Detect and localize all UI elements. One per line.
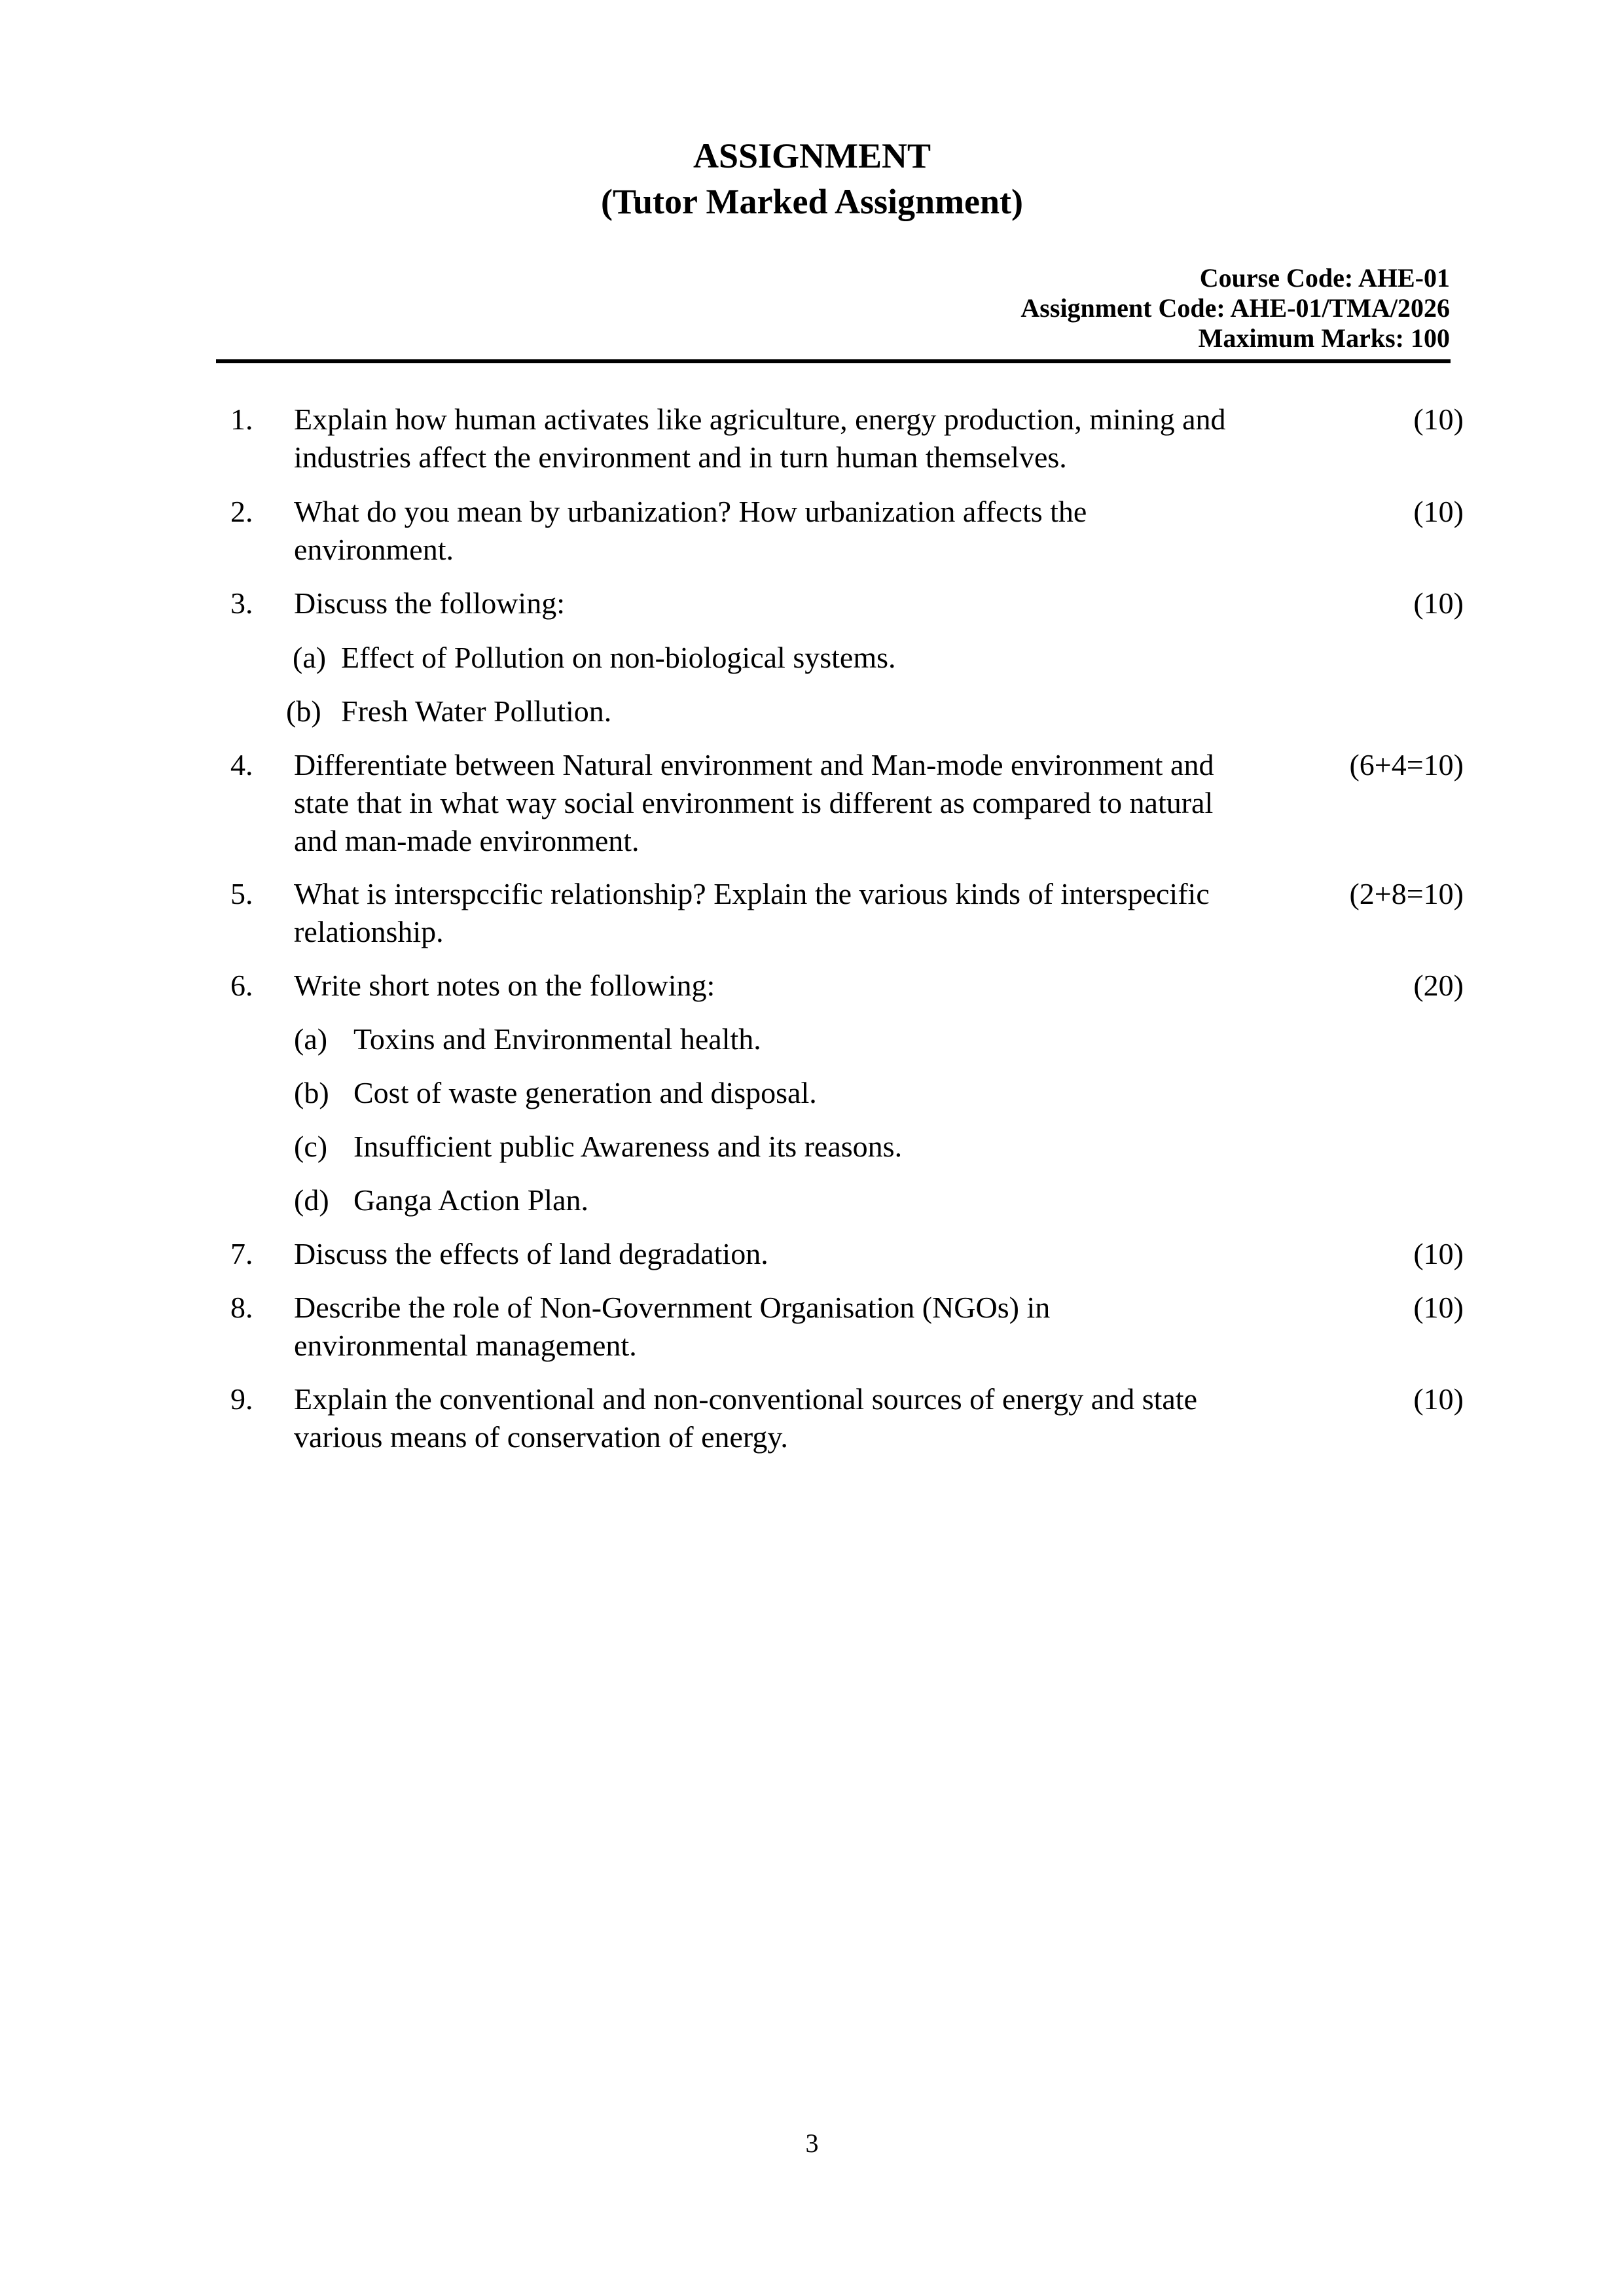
document-title: ASSIGNMENT [693,136,931,175]
subpart-label: (d) [294,1183,329,1217]
page-number: 3 [805,2128,819,2158]
subpart-text: Insufficient public Awareness and its reasons. [353,1130,903,1163]
question-line: Differentiate between Natural environment and Man-mode environment and [294,748,1214,781]
question-text [294,746,1315,860]
question-line: industries affect the environment and in turn human themselves. [294,440,1067,474]
question-marks: (10) [1413,1382,1464,1416]
question-line: environment. [294,533,454,566]
assignment-code: Assignment Code: AHE-01/TMA/2026 [1020,293,1450,323]
question-marks: (10) [1413,1291,1464,1324]
question-line: Describe the role of Non-Government Organisation (NGOs) in [294,1291,1051,1324]
question-line: environmental management. [294,1329,637,1362]
question-text [294,584,1315,622]
question-number: 5. [230,877,253,910]
question-number: 3. [230,586,253,620]
subpart-label: (b) [294,1076,329,1109]
question-line: What do you mean by urbanization? How urbanization affects the [294,495,1087,528]
question-line: Discuss the effects of land degradation. [294,1237,768,1270]
subpart-label: (b) [286,694,321,728]
question-line: state that in what way social environment is different as compared to natural [294,786,1214,819]
subpart-text: Ganga Action Plan. [353,1183,588,1217]
question-number: 8. [230,1291,253,1324]
question-number: 7. [230,1237,253,1270]
question-marks: (6+4=10) [1349,748,1464,781]
question-text [294,967,1315,1005]
question-line: What is interspccific relationship? Explain the various kinds of interspecific [294,877,1210,910]
question-line: relationship. [294,915,444,948]
maximum-marks: Maximum Marks: 100 [1198,323,1450,353]
question-marks: (10) [1413,495,1464,528]
subpart-label: (a) [293,641,327,674]
question-line: and man-made environment. [294,824,640,857]
question-marks: (10) [1413,1237,1464,1270]
question-number: 6. [230,969,253,1002]
subpart-label: (a) [294,1022,328,1056]
subpart-label: (c) [294,1130,328,1163]
question-line: Write short notes on the following: [294,969,715,1002]
question-line: Discuss the following: [294,586,565,620]
subpart-text: Fresh Water Pollution. [341,694,612,728]
subpart-text: Toxins and Environmental health. [353,1022,761,1056]
question-line: various means of conservation of energy. [294,1420,788,1454]
question-marks: (20) [1413,969,1464,1002]
course-code: Course Code: AHE-01 [1199,263,1450,293]
question-line: Explain the conventional and non-conventional sources of energy and state [294,1382,1197,1416]
header-divider [216,359,1451,363]
question-text [294,1289,1315,1365]
question-number: 9. [230,1382,253,1416]
question-text [294,875,1315,951]
question-line: Explain how human activates like agriculture, energy production, mining and [294,403,1226,436]
question-text [294,1380,1315,1456]
question-text [294,1235,1315,1273]
question-marks: (10) [1413,403,1464,436]
subpart-text: Effect of Pollution on non-biological systems. [341,641,896,674]
question-text [294,401,1315,476]
question-marks: (10) [1413,586,1464,620]
document-subtitle: (Tutor Marked Assignment) [600,182,1024,221]
question-number: 2. [230,495,253,528]
assignment-meta [1020,263,1450,353]
subpart-text: Cost of waste generation and disposal. [353,1076,817,1109]
question-number: 4. [230,748,253,781]
question-number: 1. [230,403,253,436]
question-marks: (2+8=10) [1349,877,1464,910]
question-text [294,493,1315,569]
